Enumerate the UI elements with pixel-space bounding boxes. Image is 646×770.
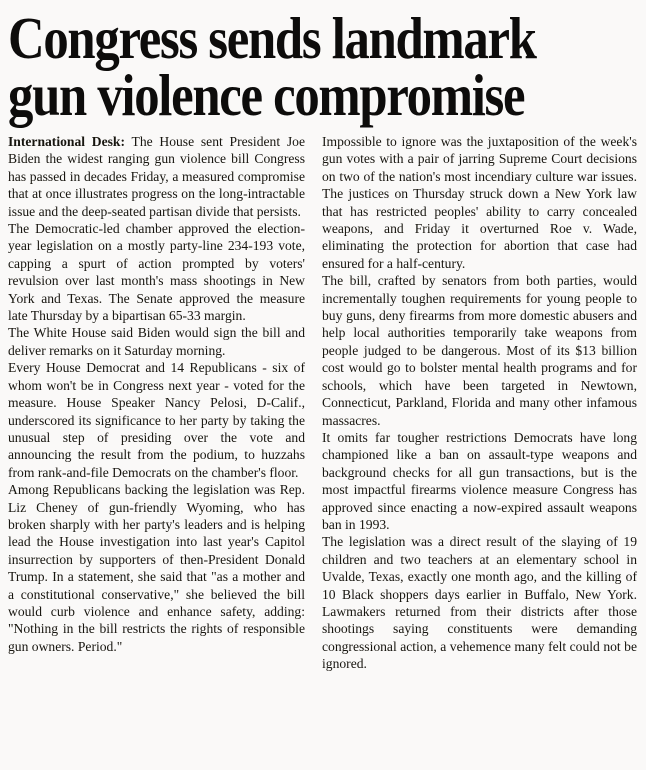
paragraph: The legislation was a direct result of the slaying of 19 children and two teachers at an elementary school in Uvalde, Texas, exactly one month ago, and the killing of 10 Black shoppers days earlier in Buffalo, New York. Lawmakers returned from their districts after those shootings saying constituents were demanding congressional action, a vehemence many felt could not be ignored. [322,534,637,672]
headline-line-2: gun violence compromise [8,62,525,128]
lead-paragraph-text: The House sent President Joe Biden the widest ranging gun violence bill Congress has passed in decades Friday, a measured compromise that at once illustrates progress on the long-intractable issue and the deep-seated partisan divide that persists. [8,134,305,219]
paragraph: Every House Democrat and 14 Republicans - six of whom won't be in Congress next year - voted for the measure. House Speaker Nancy Pelosi, D-Calif., underscored its significance to her party by taking the unusual step of presiding over the vote and announcing the result from the podium, to huzzahs from rank-and-file Democrats on the chamber's floor. [8,360,305,480]
dateline-label: International Desk: [8,134,126,149]
lead-paragraph [8,133,305,220]
article-body [8,133,637,673]
paragraph: The bill, crafted by senators from both parties, would incrementally toughen requirements for young people to buy guns, deny firearms from more domestic abusers and help local authorities temporarily take weapons from people judged to be dangerous. Most of its $13 billion cost would go to bolster mental health programs and for schools, which have been targeted in Newtown, Connecticut, Parkland, Florida and many other infamous massacres. [322,273,637,428]
paragraph: Impossible to ignore was the juxtaposition of the week's gun votes with a pair of jarring Supreme Court decisions on two of the nation's most incendiary culture war issues. The justices on Thursday struck down a New York law that has restricted peoples' ability to carry concealed weapons, and Friday it overturned Roe v. Wade, eliminating the protection for abortion that case had ensured for a half-century. [322,134,637,271]
paragraph: It omits far tougher restrictions Democrats have long championed like a ban on assault-type weapons and background checks for all gun transactions, but is the most impactful firearms violence measure Congress has approved since enacting a now-expired assault weapons ban in 1993. [322,429,637,532]
paragraph: The White House said Biden would sign the bill and deliver remarks on it Saturday morning. [8,325,305,358]
column-left [8,133,305,673]
column-right [322,133,637,673]
paragraph: The Democratic-led chamber approved the election-year legislation on a mostly party-line 234-193 vote, capping a spurt of action prompted by voters' revulsion over last month's mass shootings in New York and Texas. The Senate approved the measure late Thursday by a bipartisan 65-33 margin. [8,221,305,324]
paragraph: Among Republicans backing the legislation was Rep. Liz Cheney of gun-friendly Wyoming, who has broken sharply with her party's leaders and is helping lead the House investigation into last year's Capitol insurrection by supporters of then-President Donald Trump. In a statement, she said that "as a mother and a constitutional conservative," she believed the bill would curb violence and enhance safety, adding: "Nothing in the bill restricts the rights of responsible gun owners. Period." [8,482,305,654]
headline-line-1: Congress sends landmark [8,5,536,71]
article-headline [8,5,637,128]
